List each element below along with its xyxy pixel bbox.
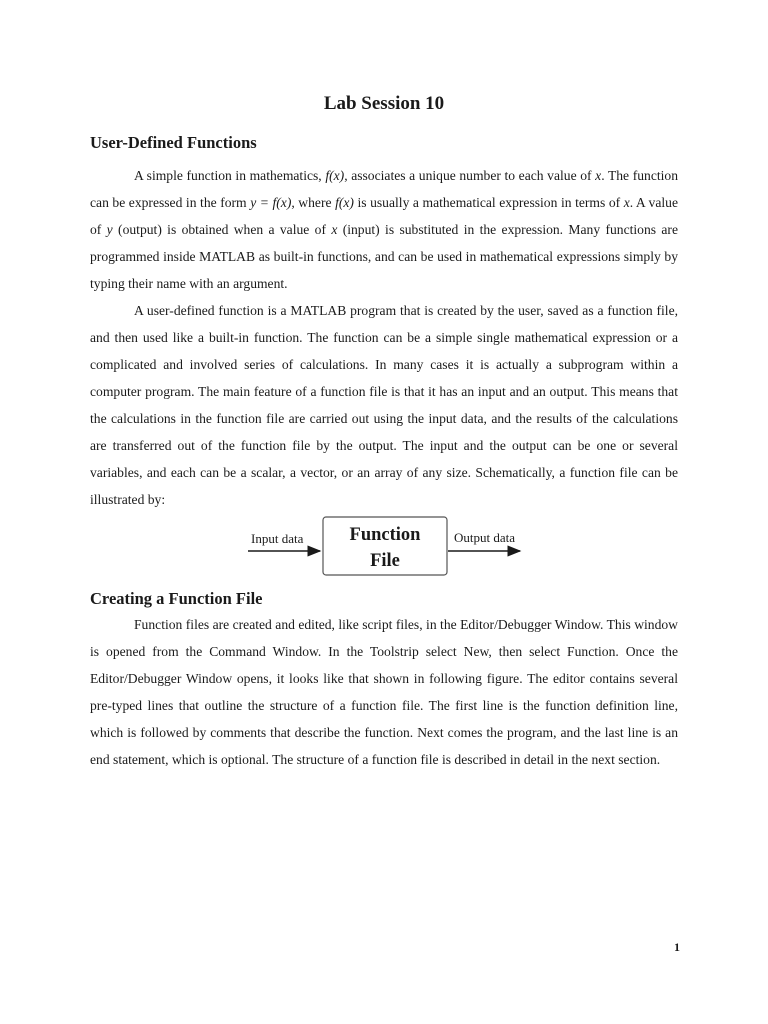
section-heading-user-defined-functions: User-Defined Functions (90, 133, 257, 152)
paragraph-intro: A simple function in mathematics, f(x), associates a unique number to each value of x. The function can be expressed in the form y = f(x), where f(x) is usually a mathematical expression in terms of x. A value of y (output) is obtained when a value of x (input) is substituted in the expression. Many functions are programmed inside MATLAB as built-in functions, and can be used in mathematical expressions simply by typing their name with an argument. (90, 168, 678, 291)
input-data-label: Input data (251, 531, 304, 546)
function-file-diagram (248, 515, 528, 579)
page-title: Lab Session 10 (323, 93, 445, 114)
output-data-label: Output data (454, 530, 516, 545)
section-heading-creating-function-file: Creating a Function File (90, 589, 263, 608)
box-label-file: File (370, 551, 400, 571)
paragraph-user-defined: A user-defined function is a MATLAB program that is created by the user, saved as a function file, and then used like a built-in function. The function can be a simple single mathematical expression or a complicated and involved series of calculations. In many cases it is actually a subprogram within a computer program. The main feature of a function file is that it has an input and an output. This means that the calculations in the function file are carried out using the input data, and the results of the calculations are transferred out of the function file by the output. The input and the output can be one or several variables, and each can be a scalar, a vector, or an array of any size. Schematically, a function file can be illustrated by: (90, 303, 678, 507)
box-label-function: Function (349, 525, 421, 545)
page-number: 1 (674, 940, 680, 954)
paragraph-creating-function-file: Function files are created and edited, like script files, in the Editor/Debugger Window. This window is opened from the Command Window. In the Toolstrip select New, then select Function. Once the Editor/Debugger Window opens, it looks like that shown in following figure. The editor contains several pre-typed lines that outline the structure of a function file. The first line is the function definition line, which is followed by comments that describe the function. Next comes the program, and the last line is an end statement, which is optional. The structure of a function file is described in detail in the next section. (90, 617, 678, 767)
